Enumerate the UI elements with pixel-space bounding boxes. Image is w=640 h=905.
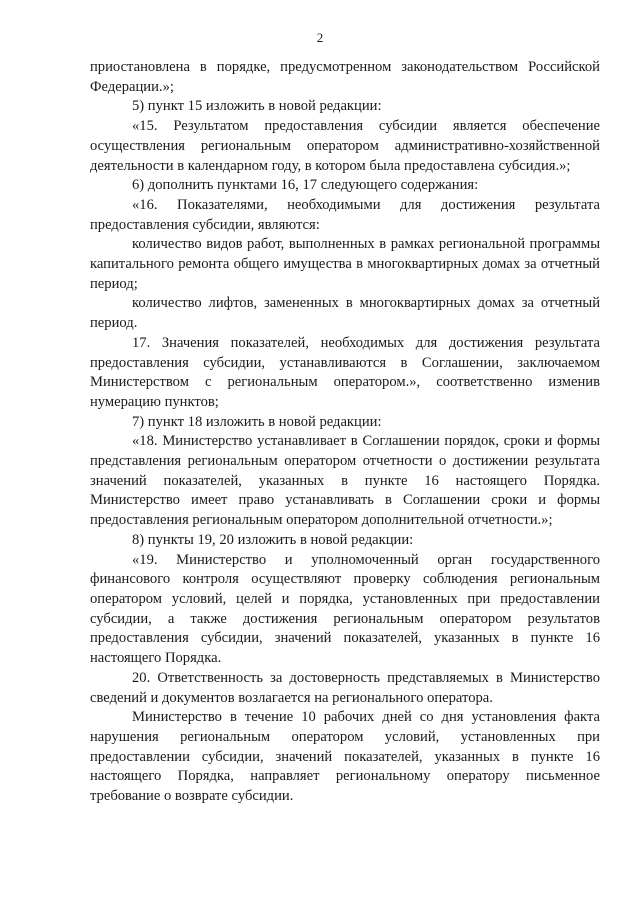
paragraph-continuation: приостановлена в порядке, предусмотренном законодательством Российской Федерации.»; xyxy=(90,59,600,95)
paragraph-clause-20: 20. Ответственность за достоверность представляемых в Министерство сведений и документов возлагается на регионального оператора. xyxy=(90,669,600,706)
paragraph-item-6: 6) дополнить пунктами 16, 17 следующего содержания: xyxy=(132,177,479,194)
paragraph-clause-15: «15. Результатом предоставления субсидии является обеспечение осуществления региональным оператором административно-хозяйственной деятельности в календарном году, в котором была предоставлена субсидия.»; xyxy=(90,118,600,174)
paragraph-indicator-works: количество видов работ, выполненных в рамках региональной программы капитального ремонта общего имущества в многоквартирных домах за отчетный период; xyxy=(90,236,600,292)
paragraph-clause-17: 17. Значения показателей, необходимых для достижения результата предоставления субсидии, устанавливаются в Соглашении, заключаемом Министерством с региональным оператором.», соответственно изменив нумерацию пунктов; xyxy=(90,334,600,410)
paragraph-refund-requirement: Министерство в течение 10 рабочих дней со дня установления факта нарушения региональным оператором условий, установленных при предоставлении субсидии, значений показателей, указанных в пункте 16 настоящего Порядка, направляет региональному оператору письменное требование о возврате субсидии. xyxy=(90,709,600,805)
paragraph-clause-18: «18. Министерство устанавливает в Соглашении порядок, сроки и формы представления региональным оператором отчетности о достижении результата значений показателей, указанных в пункте 16 настоящего Порядка. Министерство имеет право устанавливать в Соглашении сроки и формы предоставления региональным оператором дополнительной отчетности.»; xyxy=(90,433,600,529)
paragraph-item-8: 8) пункты 19, 20 изложить в новой редакции: xyxy=(132,531,414,548)
paragraph-clause-19: «19. Министерство и уполномоченный орган государственного финансового контроля осуществляют проверку соблюдения региональным оператором условий, целей и порядка, установленных при предоставлении субсидии, а также достижения региональным оператором результатов предоставления субсидии, значений показателей, указанных в пункте 16 настоящего Порядка. xyxy=(90,551,600,667)
paragraph-item-7: 7) пункт 18 изложить в новой редакции: xyxy=(132,413,382,430)
paragraph-item-5: 5) пункт 15 изложить в новой редакции: xyxy=(132,98,382,115)
page-number: 2 xyxy=(316,30,324,45)
paragraph-clause-16: «16. Показателями, необходимыми для достижения результата предоставления субсидии, являются: xyxy=(90,196,600,233)
document-body xyxy=(90,58,600,807)
paragraph-indicator-lifts: количество лифтов, замененных в многоквартирных домах за отчетный период. xyxy=(90,295,600,332)
